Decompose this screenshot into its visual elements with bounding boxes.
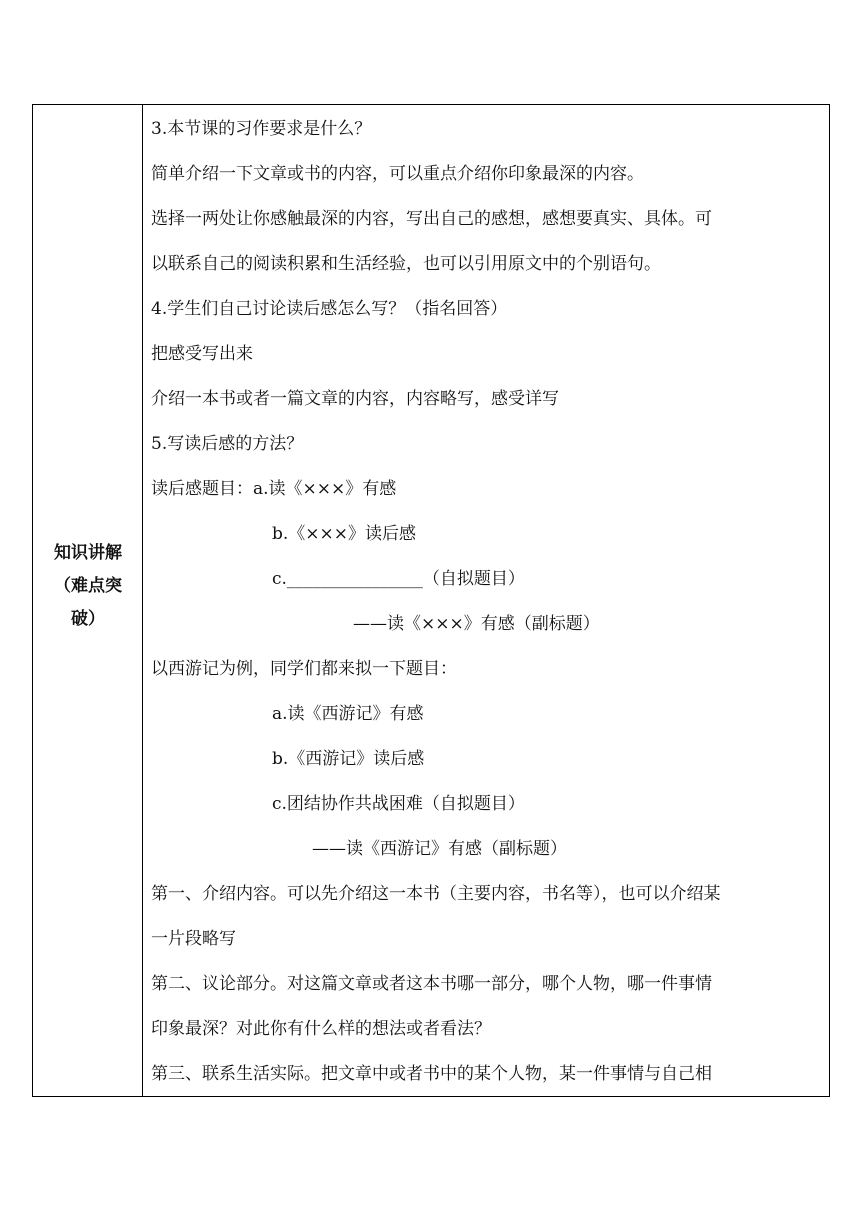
- text-line: 选择一两处让你感触最深的内容，写出自己的感想，感想要真实、具体。可: [151, 209, 712, 229]
- text-line: 3.本节课的习作要求是什么？: [151, 119, 372, 139]
- text-line: 一片段略写: [151, 929, 236, 949]
- section-content-cell: [143, 105, 829, 1096]
- text-line: 第三、联系生活实际。把文章中或者书中的某个人物，某一件事情与自己相: [151, 1064, 712, 1084]
- text-line: 第一、介绍内容。可以先介绍这一本书（主要内容，书名等），也可以介绍某: [151, 884, 721, 904]
- text-line: 简单介绍一下文章或书的内容，可以重点介绍你印象最深的内容。: [151, 164, 644, 184]
- text-line: b.《×××》读后感: [272, 524, 417, 544]
- text-line: 以西游记为例，同学们都来拟一下题目：: [151, 659, 457, 679]
- text-line: 以联系自己的阅读积累和生活经验，也可以引用原文中的个别语句。: [151, 254, 661, 274]
- section-label-line: 知识讲解: [54, 543, 122, 563]
- section-label-line: 破）: [71, 609, 105, 629]
- section-label: [33, 537, 143, 636]
- section-label-line: （难点突: [54, 576, 122, 596]
- text-line: c.团结协作共战困难（自拟题目）: [272, 794, 525, 814]
- section-label-cell: [33, 105, 143, 1096]
- text-line: b.《西游记》读后感: [272, 749, 425, 769]
- text-line: 读后感题目：a.读《×××》有感: [151, 479, 397, 499]
- text-line: ——读《×××》有感（副标题）: [353, 614, 600, 634]
- text-line: 5.写读后感的方法？: [151, 434, 304, 454]
- text-line: a.读《西游记》有感: [272, 704, 424, 724]
- text-line: 介绍一本书或者一篇文章的内容，内容略写，感受详写: [151, 389, 559, 409]
- text-line: 把感受写出来: [151, 344, 253, 364]
- text-line: c.________________（自拟题目）: [272, 569, 525, 589]
- content-table: [32, 104, 830, 1097]
- text-line: 4.学生们自己讨论读后感怎么写？（指名回答）: [151, 299, 508, 319]
- text-line: ——读《西游记》有感（副标题）: [312, 839, 567, 859]
- text-line: 印象最深？对此你有什么样的想法或者看法？: [151, 1019, 491, 1039]
- text-line: 第二、议论部分。对这篇文章或者这本书哪一部分，哪个人物，哪一件事情: [151, 974, 712, 994]
